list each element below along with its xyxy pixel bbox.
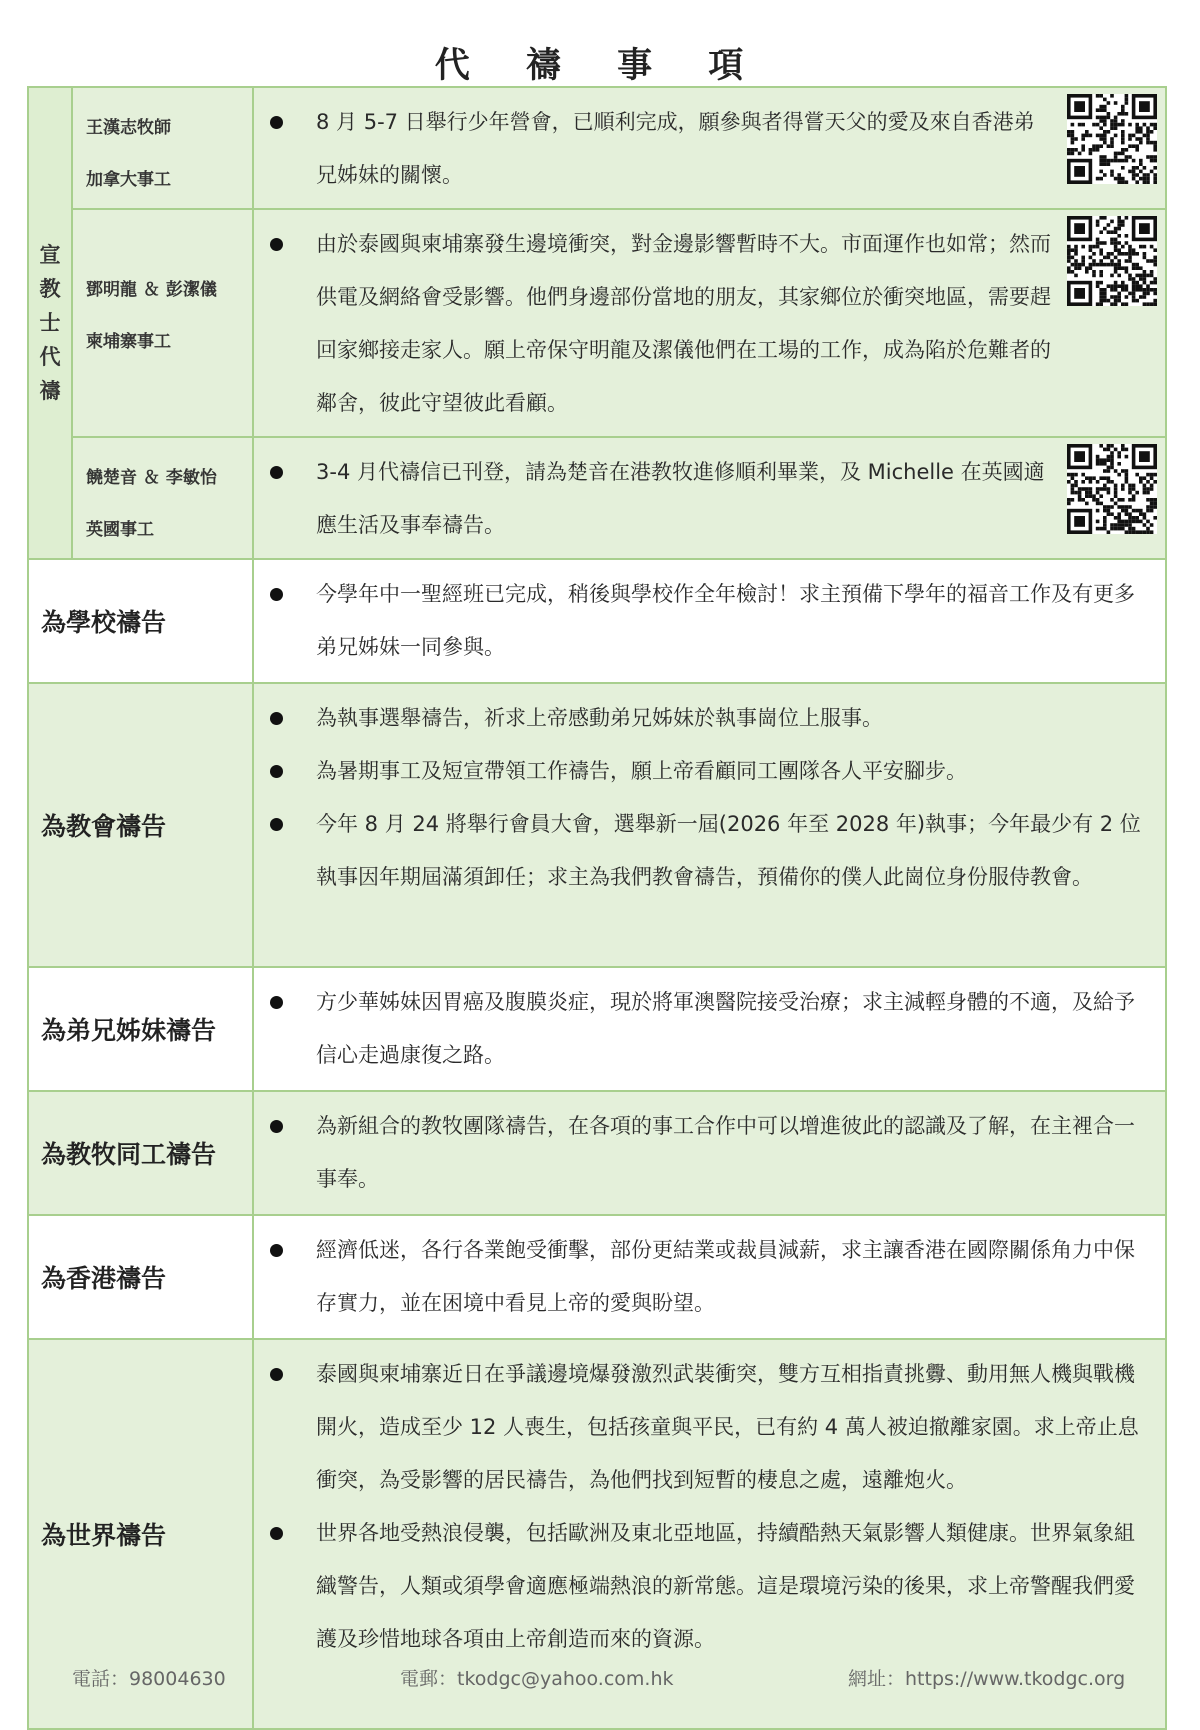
bullet-dot-icon — [270, 765, 283, 778]
missionary-place: 加拿大事工 — [86, 170, 171, 190]
list-item: 方少華姊妹因胃癌及腹膜炎症，現於將軍澳醫院接受治療；求主減輕身體的不適，及給予信心走過康復之路。 — [266, 976, 1155, 1082]
category-row — [28, 683, 1166, 967]
category-label: 為教會禱告 — [28, 683, 253, 967]
footer-email: 電郵：tkodgc@yahoo.com.hk — [400, 1668, 674, 1690]
missionary-place: 英國事工 — [86, 520, 154, 540]
list-item: 由於泰國與柬埔寨發生邊境衝突，對金邊影響暫時不大。市面運作也如常；然而供電及網絡會受影響。他們身邊部份當地的朋友，其家鄉位於衝突地區，需要趕回家鄉接走家人。願上帝保守明龍及潔儀他們在工場的工作，成為陷於危難者的鄰舍，彼此守望彼此看顧。 — [266, 218, 1055, 430]
missionary-place: 柬埔寨事工 — [86, 332, 171, 352]
qr-code-icon — [1067, 444, 1157, 534]
missionary-content-1 — [253, 87, 1166, 209]
category-content — [253, 559, 1166, 683]
qr-code-icon — [1067, 94, 1157, 184]
bullet-dot-icon — [270, 588, 283, 601]
missionary-row-3 — [28, 437, 1166, 559]
bullet-dot-icon — [270, 1527, 283, 1540]
category-label: 為弟兄姊妹禱告 — [28, 967, 253, 1091]
missionary-label-char: 教 — [39, 277, 61, 301]
category-label: 為香港禱告 — [28, 1215, 253, 1339]
category-label: 為學校禱告 — [28, 559, 253, 683]
footer-phone: 電話：98004630 — [72, 1668, 226, 1690]
missionary-name: 王漢志牧師 — [86, 118, 171, 138]
missionary-sub-3 — [72, 437, 253, 559]
missionary-label-char: 宣 — [39, 243, 61, 267]
bullet-dot-icon — [270, 238, 283, 251]
category-content — [253, 967, 1166, 1091]
bullet-dot-icon — [270, 1120, 283, 1133]
missionary-row-1 — [28, 87, 1166, 209]
missionary-name: 鄧明龍 ＆ 彭潔儀 — [86, 280, 217, 300]
missionary-content-2 — [253, 209, 1166, 437]
missionary-label-char: 士 — [39, 311, 61, 335]
category-content — [253, 683, 1166, 967]
list-item: 為新組合的教牧團隊禱告，在各項的事工合作中可以增進彼此的認識及了解，在主裡合一事奉。 — [266, 1100, 1155, 1206]
list-item: 8 月 5-7 日舉行少年營會，已順利完成，願參與者得嘗天父的愛及來自香港弟兄姊妹的關懷。 — [266, 96, 1055, 202]
list-item: 今年 8 月 24 將舉行會員大會，選舉新一屆(2026 年至 2028 年)執事；今年最少有 2 位執事因年期屆滿須卸任；求主為我們教會禱告，預備你的僕人此崗位身份服侍教會。 — [266, 798, 1155, 904]
list-item: 今學年中一聖經班已完成，稍後與學校作全年檢討！求主預備下學年的福音工作及有更多弟兄姊妹一同參與。 — [266, 568, 1155, 674]
missionary-sub-2 — [72, 209, 253, 437]
bullet-dot-icon — [270, 466, 283, 479]
list-item: 為執事選舉禱告，祈求上帝感動弟兄姊妹於執事崗位上服事。 — [266, 692, 1155, 745]
category-row — [28, 967, 1166, 1091]
bullet-dot-icon — [270, 1368, 283, 1381]
category-row — [28, 1215, 1166, 1339]
missionary-label — [28, 87, 72, 559]
page-title: 代 禱 事 項 — [434, 46, 766, 86]
bullet-dot-icon — [270, 818, 283, 831]
list-item: 經濟低迷，各行各業飽受衝擊，部份更結業或裁員減薪，求主讓香港在國際關係角力中保存實力，並在困境中看見上帝的愛與盼望。 — [266, 1224, 1155, 1330]
footer-website[interactable]: 網址：https://www.tkodgc.org — [848, 1668, 1126, 1690]
list-item: 泰國與柬埔寨近日在爭議邊境爆發激烈武裝衝突，雙方互相指責挑釁、動用無人機與戰機開火，造成至少 12 人喪生，包括孩童與平民，已有約 4 萬人被迫撤離家園。求上帝止息衝突，為受影響的居民禱告，為他們找到短暫的棲息之處，遠離炮火。 — [266, 1348, 1155, 1507]
missionary-row-2 — [28, 209, 1166, 437]
bullet-dot-icon — [270, 996, 283, 1009]
missionary-label-char: 代 — [39, 345, 61, 369]
bullet-dot-icon — [270, 116, 283, 129]
category-row — [28, 1091, 1166, 1215]
category-content — [253, 1091, 1166, 1215]
bullet-dot-icon — [270, 1244, 283, 1257]
missionary-content-3 — [253, 437, 1166, 559]
list-item: 3-4 月代禱信已刊登，請為楚音在港教牧進修順利畢業，及 Michelle 在英國適應生活及事奉禱告。 — [266, 446, 1055, 552]
missionary-sub-1 — [72, 87, 253, 209]
prayer-table — [27, 86, 1167, 1730]
missionary-label-char: 禱 — [39, 379, 61, 403]
qr-code-icon — [1067, 216, 1157, 306]
missionary-name: 饒楚音 ＆ 李敏怡 — [86, 468, 217, 488]
bullet-dot-icon — [270, 712, 283, 725]
category-label: 為世界禱告 — [28, 1339, 253, 1729]
category-row — [28, 559, 1166, 683]
list-item: 為暑期事工及短宣帶領工作禱告，願上帝看顧同工團隊各人平安腳步。 — [266, 745, 1155, 798]
list-item: 世界各地受熱浪侵襲，包括歐洲及東北亞地區，持續酷熱天氣影響人類健康。世界氣象組織警告，人類或須學會適應極端熱浪的新常態。這是環境污染的後果，求上帝警醒我們愛護及珍惜地球各項由上帝創造而來的資源。 — [266, 1507, 1155, 1666]
category-label: 為教牧同工禱告 — [28, 1091, 253, 1215]
category-content — [253, 1215, 1166, 1339]
